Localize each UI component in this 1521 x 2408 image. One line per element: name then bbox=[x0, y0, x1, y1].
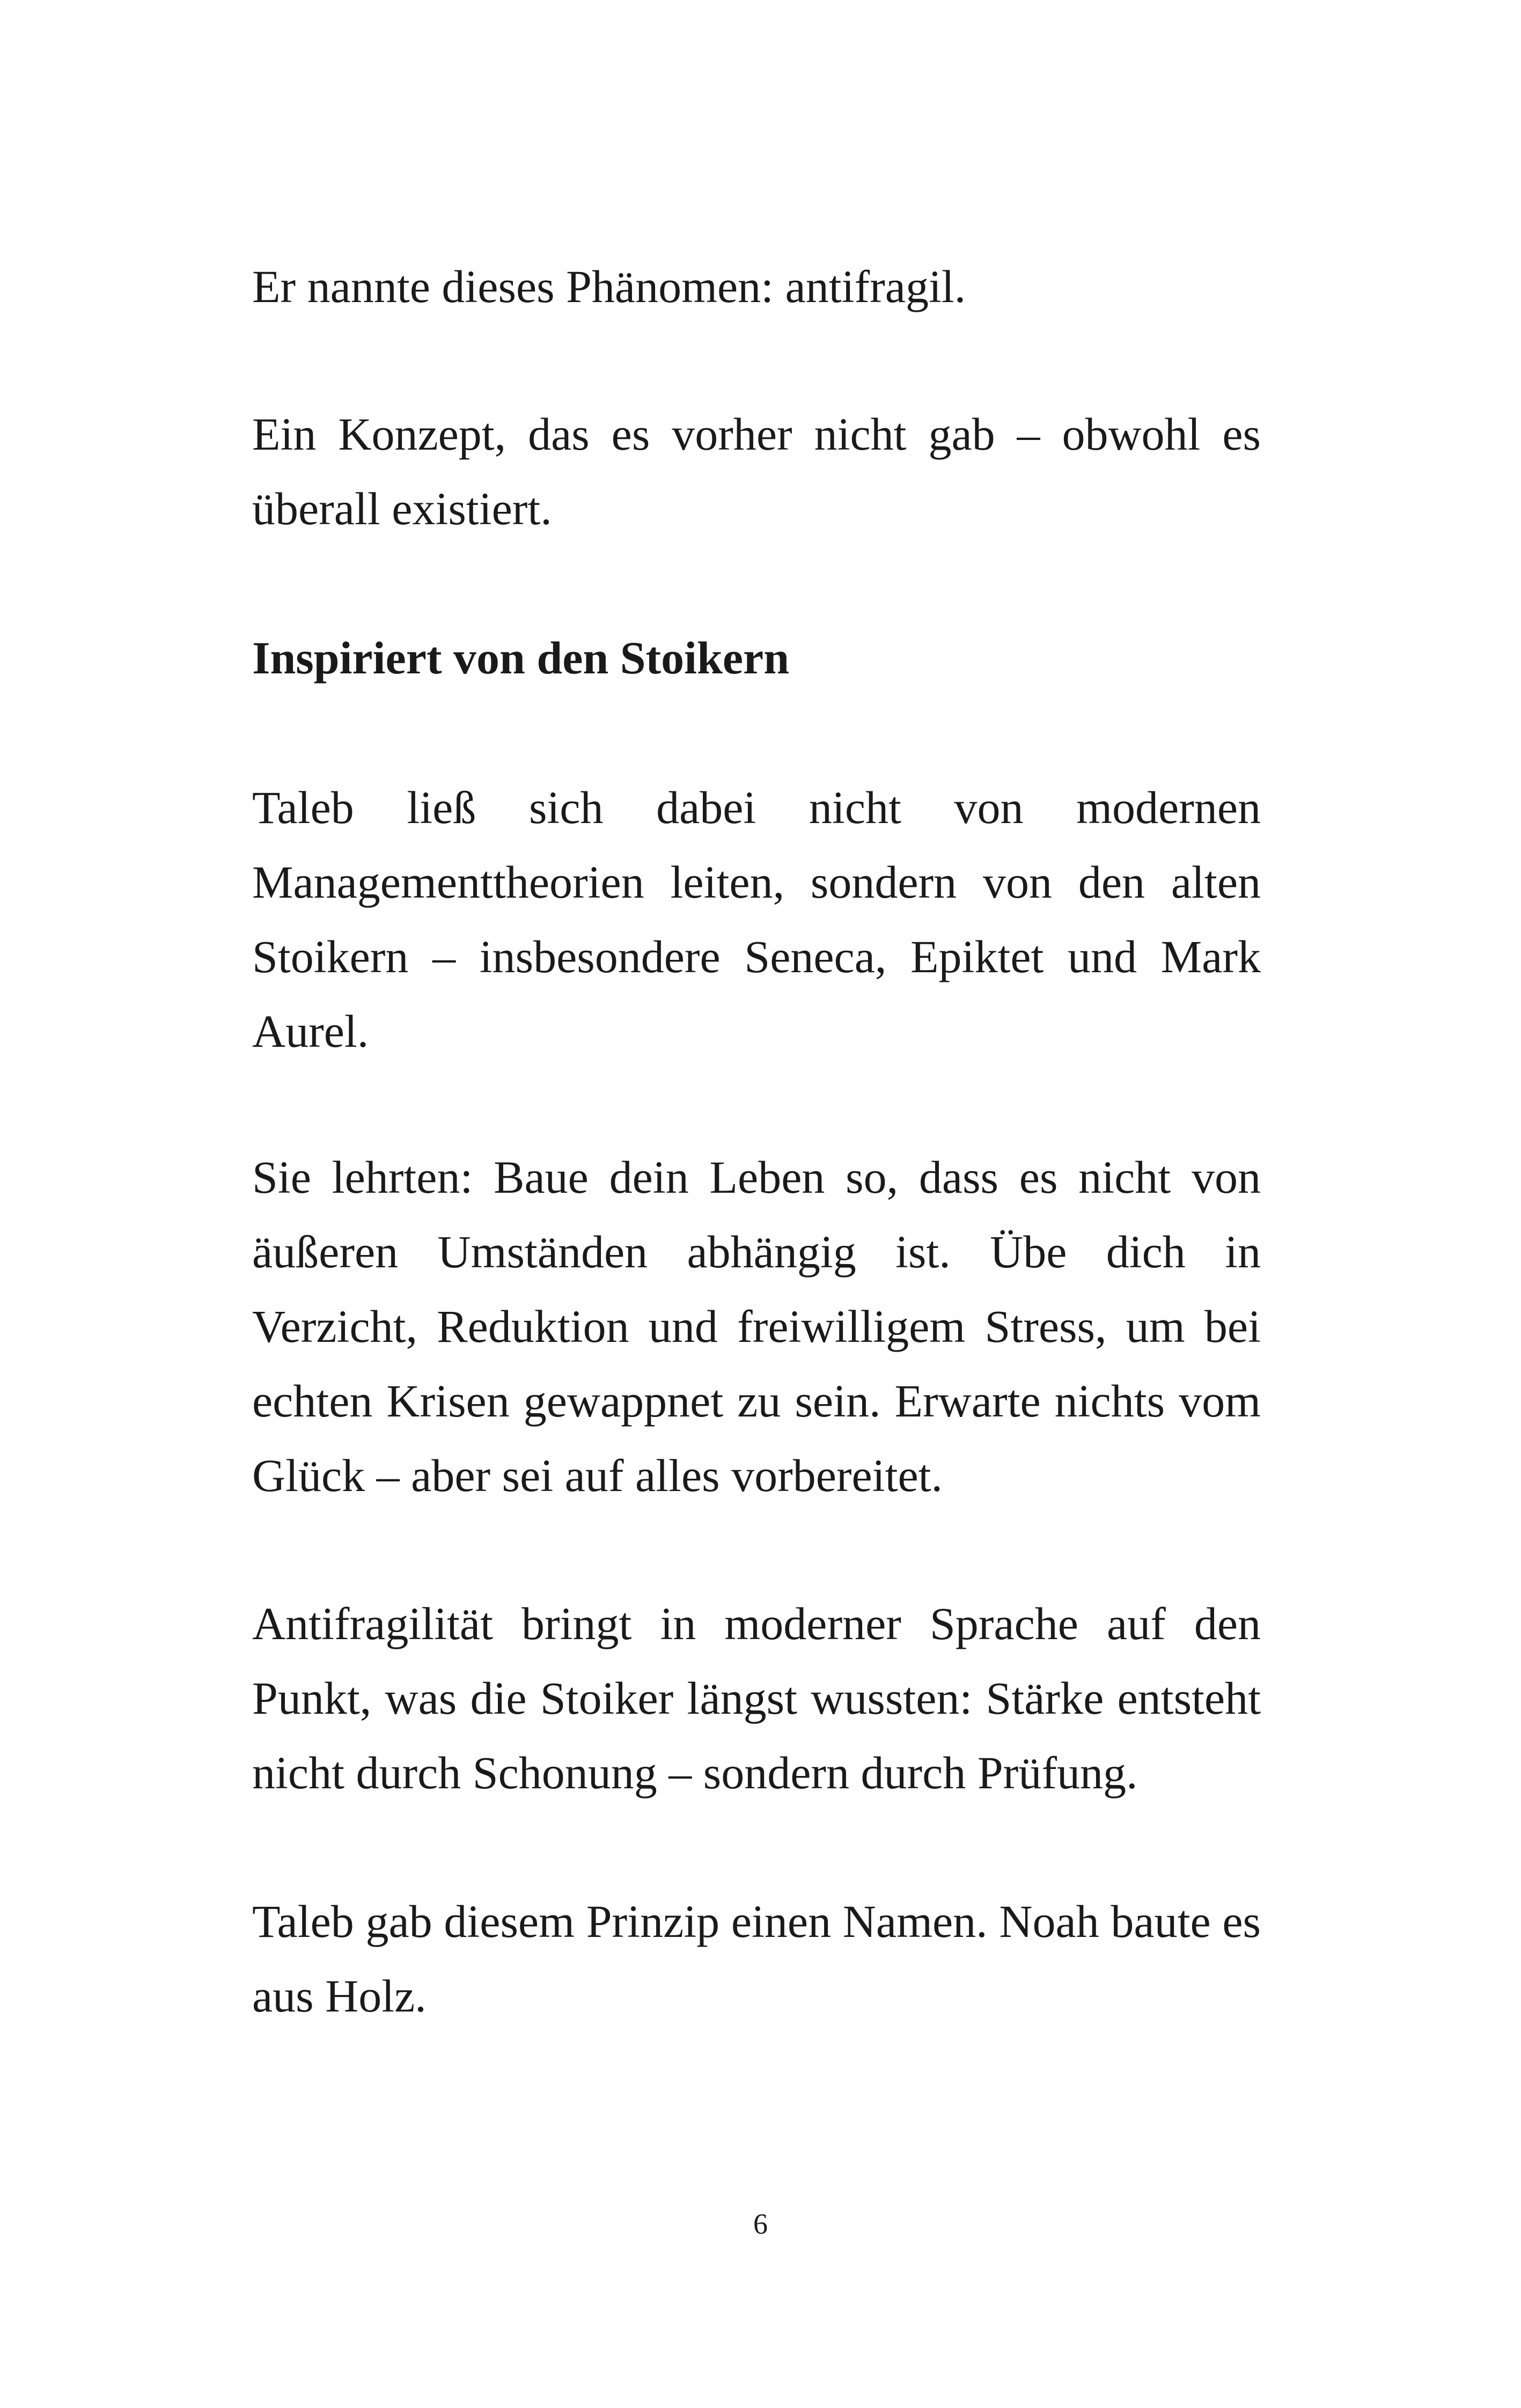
paragraph-antifragil: Er nannte dieses Phänomen: antifragil. bbox=[252, 261, 966, 312]
section-heading: Inspiriert von den Stoikern bbox=[252, 632, 790, 684]
paragraph-konzept: Ein Konzept, das es vorher nicht gab – obwohl es überall existiert. bbox=[252, 408, 1261, 534]
paragraph-sie-lehrten: Sie lehrten: Baue dein Leben so, dass es nicht von äußeren Umständen abhängig ist. Übe dich in Verzicht, Reduktion und freiwilligem Stress, um bei echten Krisen gewappnet zu sein. Erwarte nichts vom Glück – aber sei auf alles vorbereitet. bbox=[252, 1151, 1261, 1501]
paragraph-taleb-stoiker: Taleb ließ sich dabei nicht von modernen Managementtheorien leiten, sondern von den alten Stoikern – insbesondere Seneca, Epiktet und Mark Aurel. bbox=[252, 782, 1261, 1057]
page-number: 6 bbox=[753, 2208, 768, 2240]
paragraph-antifragilitaet: Antifragilität bringt in moderner Sprache auf den Punkt, was die Stoiker längst wussten: Stärke entsteht nicht durch Schonung – sondern durch Prüfung. bbox=[252, 1598, 1261, 1798]
paragraph-noah: Taleb gab diesem Prinzip einen Namen. Noah baute es aus Holz. bbox=[252, 1896, 1261, 2022]
